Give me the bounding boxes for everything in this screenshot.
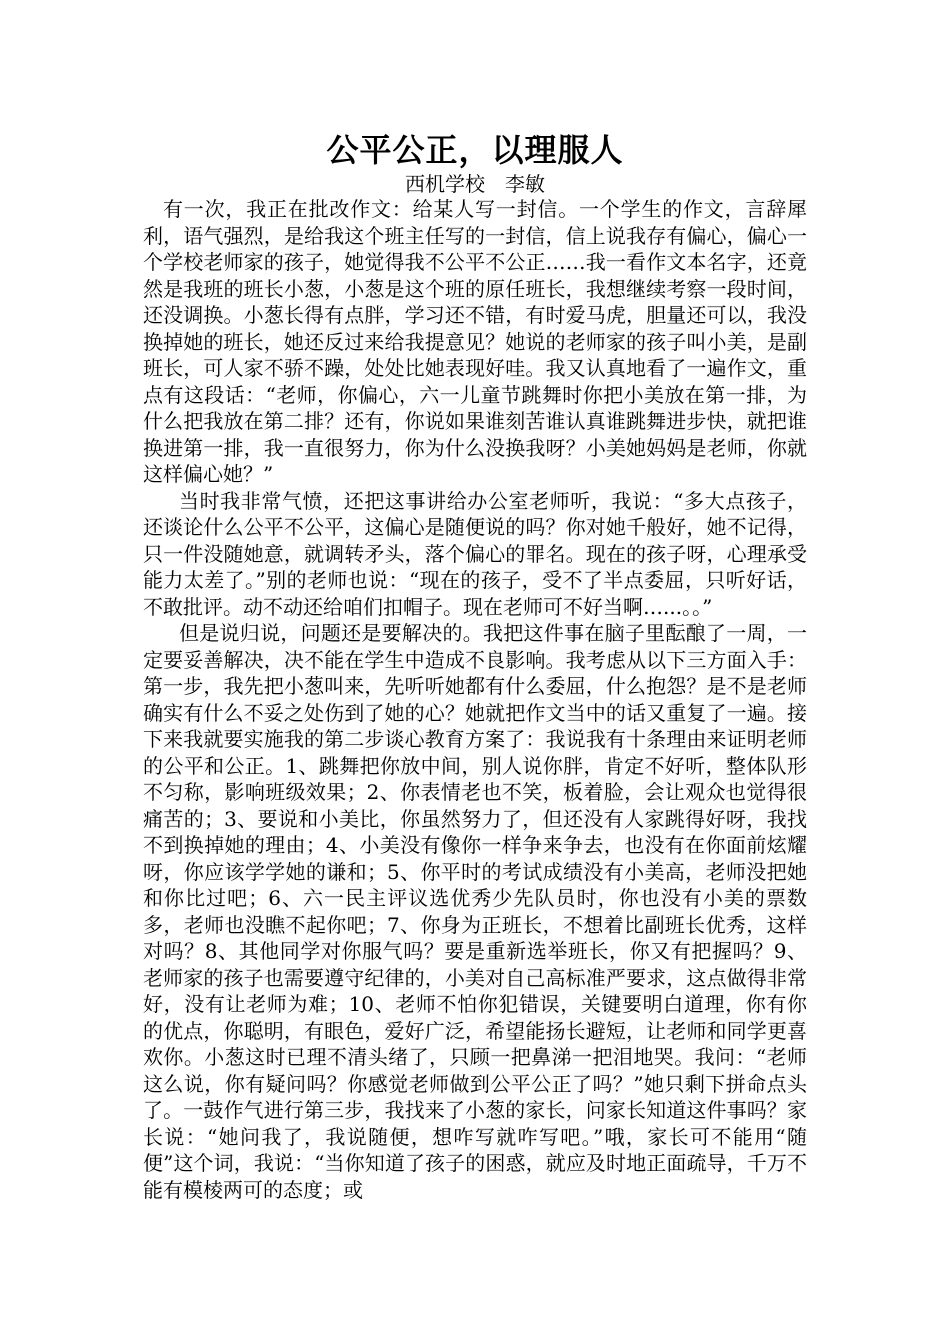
author-byline: 西机学校 李敏 xyxy=(405,172,545,196)
document-page xyxy=(143,128,807,1203)
document-title: 公平公正，以理服人 xyxy=(326,131,624,169)
paragraph-3: 但是说归说，问题还是要解决的。我把这件事在脑子里酝酿了一周，一定要妥善解决，决不能在学生中造成不良影响。我考虑从以下三方面入手：第一步，我先把小葱叫来，先听听她都有什么委屈，什么抱怨？是不是老师确实有什么不妥之处伤到了她的心？她就把作文当中的话又重复了一遍。接下来我就要实施我的第二步谈心教育方案了：我说我有十条理由来证明老师的公平和公正。1、跳舞把你放中间，别人说你胖，肯定不好听，整体队形不匀称，影响班级效果；2、你表情老也不笑，板着脸，会让观众也觉得很痛苦的；3、要说和小美比，你虽然努力了，但还没有人家跳得好呀，我找不到换掉她的理由；4、小美没有像你一样争来争去，也没有在你面前炫耀呀，你应该学学她的谦和；5、你平时的考试成绩没有小美高，老师没把她和你比过吧；6、六一民主评议选优秀少先队员时，你也没有小美的票数多，老师也没瞧不起你吧；7、你身为正班长，不想着比副班长优秀，这样对吗？8、其他同学对你服气吗？要是重新选举班长，你又有把握吗？9、老师家的孩子也需要遵守纪律的，小美对自己高标准严要求，这点做得非常好，没有让老师为难；10、老师不怕你犯错误，关键要明白道理，你有你的优点，你聪明，有眼色，爱好广泛，希望能扬长避短，让老师和同学更喜欢你。小葱这时已理不清头绪了，只顾一把鼻涕一把泪地哭。我问：“老师这么说，你有疑问吗？你感觉老师做到公平公正了吗？”她只剩下拼命点头了。一鼓作气进行第三步，我找来了小葱的家长，问家长知道这件事吗？家长说：“她问我了，我说随便，想咋写就咋写吧。”哦，家长可不能用“随便”这个词，我说：“当你知道了孩子的困惑，就应及时地正面疏导，千万不能有模棱两可的态度；或 xyxy=(143,621,807,1202)
paragraph-2: 当时我非常气愤，还把这事讲给办公室老师听，我说：“多大点孩子，还谈论什么公平不公平，这偏心是随便说的吗？你对她千般好，她不记得，只一件没随她意，就调转矛头，落个偏心的罪名。现在的孩子呀，心理承受能力太差了。”别的老师也说：“现在的孩子，受不了半点委屈，只听好话，不敢批评。动不动还给咱们扣帽子。现在老师可不好当啊…...。。” xyxy=(143,488,807,619)
paragraph-1: 有一次，我正在批改作文：给某人写一封信。一个学生的作文，言辞犀利，语气强烈，是给我这个班主任写的一封信，信上说我存有偏心，偏心一个学校老师家的孩子，她觉得我不公平不公正……我一看作文本名字，还竟然是我班的班长小葱，小葱是这个班的原任班长，我想继续考察一段时间，还没调换。小葱长得有点胖，学习还不错，有时爱马虎，胆量还可以，我没换掉她的班长，她还反过来给我提意见？她说的老师家的孩子叫小美，是副班长，可人家不骄不躁，处处比她表现好哇。我又认真地看了一遍作文，重点有这段话：“老师，你偏心，六一儿童节跳舞时你把小美放在第一排，为什么把我放在第二排？还有，你说如果谁刻苦谁认真谁跳舞进步快，就把谁换进第一排，我一直很努力，你为什么没换我呀？小美她妈妈是老师，你就这样偏心她？” xyxy=(143,197,807,486)
